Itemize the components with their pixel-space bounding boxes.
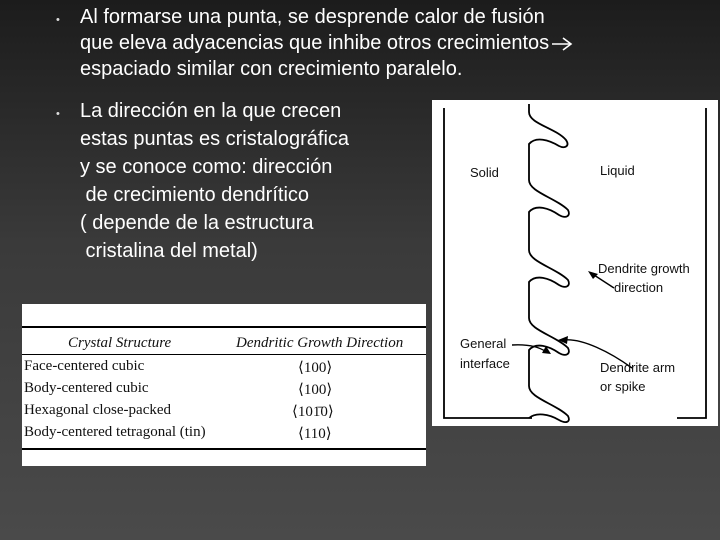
label-growth-direction-line1: Dendrite growth xyxy=(598,261,690,276)
table-row-1-structure: Face-centered cubic xyxy=(24,358,145,374)
bullet-1-line-1: Al formarse una punta, se desprende calor de fusión xyxy=(80,6,545,28)
table-bottom-rule xyxy=(22,448,426,450)
bullet-2-line-1: La dirección en la que crecen xyxy=(80,100,342,122)
arrow-right-icon xyxy=(551,37,573,51)
label-solid: Solid xyxy=(470,165,499,180)
table-row-2-structure: Body-centered cubic xyxy=(24,380,149,396)
dendrite-growth-diagram xyxy=(432,100,718,426)
table-row-3-direction: ⟨101̄0⟩ xyxy=(292,404,334,420)
table-top-rule xyxy=(22,326,426,328)
label-general-interface-line1: General xyxy=(460,336,507,351)
bullet-1-line-2-text: que eleva adyacencias que inhibe otros crecimientos xyxy=(80,32,550,54)
bullet-1-line-2 xyxy=(80,30,573,56)
dendritic-growth-table xyxy=(22,304,426,466)
arm-arrowhead xyxy=(558,336,568,344)
table-row-4-direction: ⟨110⟩ xyxy=(298,426,332,442)
label-growth-direction-line2: direction xyxy=(614,280,664,295)
bullet-2-line-3: y se conoce como: dirección xyxy=(80,156,333,178)
bullet-2-line-6: cristalina del metal) xyxy=(80,240,258,262)
table-header-direction: Dendritic Growth Direction xyxy=(236,335,404,351)
bullet-2-line-2: estas puntas es cristalográfica xyxy=(80,128,350,150)
bullet-icon: • xyxy=(56,108,60,120)
table-row-1-direction: ⟨100⟩ xyxy=(298,360,333,376)
bullet-1-line-3: espaciado similar con crecimiento paralelo. xyxy=(80,58,463,80)
bullet-icon: • xyxy=(56,14,60,26)
solid-liquid-interface xyxy=(529,104,569,422)
table-row-2-direction: ⟨100⟩ xyxy=(298,382,333,398)
label-general-interface-line2: interface xyxy=(460,356,510,371)
label-dendrite-arm-line2: or spike xyxy=(600,379,646,394)
bullet-2-line-5: ( depende de la estructura xyxy=(80,212,314,234)
table-row-3-structure: Hexagonal close-packed xyxy=(24,402,172,418)
label-liquid: Liquid xyxy=(600,163,635,178)
table-header-rule xyxy=(22,354,426,355)
bullet-2-line-4: de crecimiento dendrítico xyxy=(80,184,310,206)
table-row-4-structure: Body-centered tetragonal (tin) xyxy=(24,424,206,440)
growth-direction-arrowhead xyxy=(588,271,598,279)
label-dendrite-arm-line1: Dendrite arm xyxy=(600,360,676,375)
table-header-structure: Crystal Structure xyxy=(68,335,172,351)
